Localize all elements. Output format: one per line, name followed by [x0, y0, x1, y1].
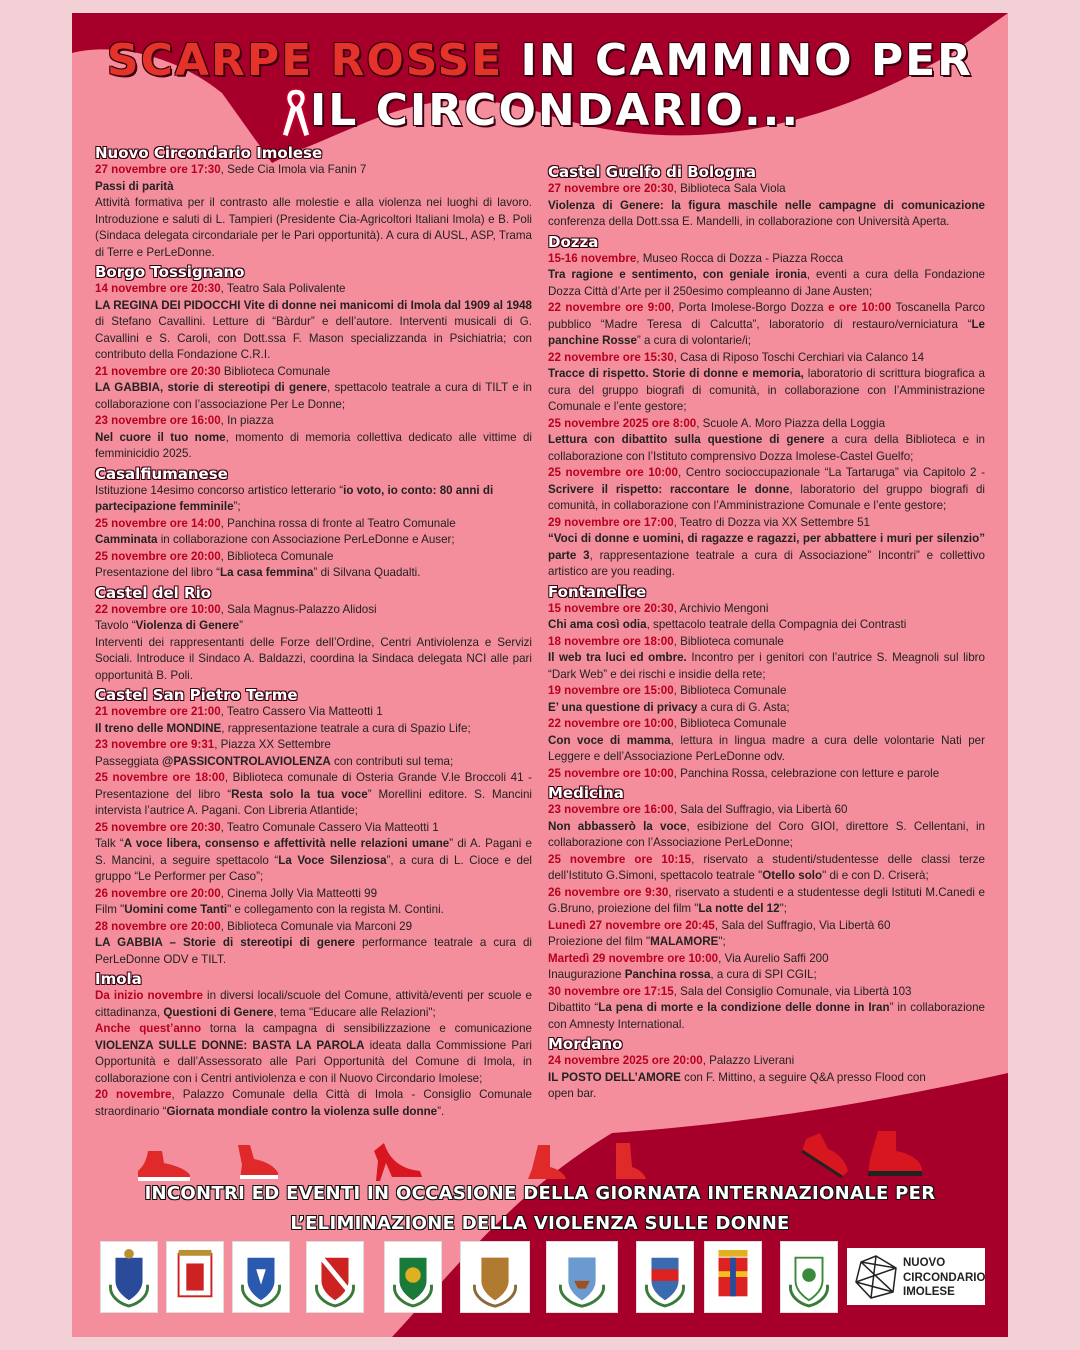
- event-date: 15-16 novembre: [548, 251, 637, 265]
- event-title: io voto, io conto: 80 anni di partecipazione femminile: [95, 483, 494, 513]
- event-text: Tavolo “: [95, 619, 136, 632]
- coat-of-arms-icon: [704, 1241, 762, 1313]
- event-title: @PASSICONTROLAVIOLENZA: [162, 754, 331, 768]
- event-text: , momento di memoria collettiva dedicato alle vittime di femminicidio 2025.: [95, 430, 532, 460]
- event-place: , Piazza XX Settembre: [214, 738, 331, 751]
- section-mordano: [548, 1035, 985, 1103]
- section-heading: Casalfiumanese: [95, 464, 228, 483]
- event-place: , Panchina Rossa, celebrazione con letture e parole: [673, 766, 940, 780]
- event-place: , Centro socioccupazionale “La Tartaruga” via Capitolo 2 -: [677, 466, 985, 479]
- event-place: , Sala del Suffragio, Via Libertà 60: [714, 918, 891, 932]
- event-date: 18 novembre ore 18:00: [548, 634, 674, 648]
- section-heading: Medicina: [548, 784, 624, 802]
- event-date: 22 novembre ore 10:00: [548, 717, 674, 730]
- event-text: Presentazione del libro “: [95, 566, 221, 579]
- event-text: Talk “: [95, 837, 124, 850]
- event-title: IL POSTO DELL’AMORE: [548, 1070, 681, 1084]
- event-text: , esibizione del Coro GIOI, direttore S. Cellentani, in collaborazione con l’Associazione PerLeDonne;: [548, 819, 985, 849]
- event-date: Da inizio novembre: [95, 989, 203, 1002]
- event-text: " di e con D. Criserà;: [822, 869, 929, 882]
- event-date: 30 novembre ore 17:15: [548, 984, 674, 998]
- event-text: ideata dalla Commissione Pari Opportunità e dall’Assessorato alle Pari Opportunità del Comune di Imola, in collaborazione con i Centri antiviolenza e con il Nuovo Circondario Imolese;: [95, 1038, 532, 1085]
- event-place: Biblioteca Comunale: [220, 364, 331, 378]
- event-date: 25 novembre 2025 ore 8:00: [548, 416, 697, 430]
- event-text: " e collegamento con la regista M. Contini.: [227, 903, 444, 916]
- event-text: Interventi dei rappresentanti delle Forze dell’Ordine, Centri Antiviolenza e Servizi Sociali. Introduce il Sindaco A. Baldazzi, coordina la Sindaca delegata NCI alle pari opportunità B. Poli.: [95, 635, 532, 682]
- left-column: [95, 144, 532, 1122]
- logo-text: [903, 1256, 985, 1300]
- section-fontanelice: [548, 583, 985, 783]
- event-date: 25 novembre ore 10:15: [548, 852, 692, 866]
- event-date: 25 novembre ore 10:00: [548, 466, 678, 479]
- event-title: Nel cuore il tuo nome: [95, 430, 226, 444]
- section-heading: Fontanelice: [548, 582, 647, 601]
- event-text: performance teatrale a cura di PerLeDonne ODV e TILT.: [95, 936, 532, 966]
- event-title: MALAMORE: [650, 935, 719, 948]
- event-date: 25 novembre ore 20:00: [95, 549, 221, 563]
- event-date: 22 novembre ore 10:00: [95, 602, 221, 616]
- event-place: , Biblioteca Comunale: [220, 549, 334, 563]
- event-text: con contributi sul tema;: [330, 754, 454, 768]
- event-text: ”.: [437, 1104, 445, 1118]
- section-heading: Castel Guelfo di Bologna: [548, 163, 756, 181]
- red-boot-icon: [612, 1141, 648, 1183]
- event-title: Uomini come Tanti: [124, 903, 228, 916]
- main-title-line-1: [72, 35, 1008, 86]
- event-place: , Palazzo Liverani: [702, 1054, 795, 1067]
- section-heading: Imola: [95, 970, 142, 988]
- section-heading: Nuovo Circondario Imolese: [95, 144, 323, 162]
- event-date: 25 novembre ore 18:00: [95, 771, 225, 784]
- event-text: a cura della Biblioteca e in collaborazione con l’Istituto comprensivo Dozza Imolese-Castel Guelfo;: [548, 433, 985, 463]
- event-place: , Biblioteca Comunale: [673, 684, 787, 697]
- event-date: Anche quest’anno: [95, 1022, 202, 1035]
- right-column: [548, 163, 985, 1105]
- event-date: 23 novembre ore 16:00: [548, 803, 674, 816]
- nuovo-circondario-imolese-logo: [847, 1248, 985, 1305]
- event-date: Martedì 29 novembre ore 10:00: [548, 951, 719, 965]
- coat-of-arms-icon: [232, 1241, 290, 1313]
- title-rest: IN CAMMINO PER: [503, 35, 974, 86]
- event-title: LA GABBIA – Storie di stereotipi di genere: [95, 936, 355, 949]
- event-title: Non abbasserò la voce: [548, 819, 687, 833]
- event-date: 24 novembre 2025 ore 20:00: [548, 1054, 703, 1067]
- section-borgo-tossignano: [95, 263, 532, 463]
- event-place: , Biblioteca comunale di Osteria Grande V.le Broccoli 41 - Presentazione del libro “: [95, 771, 533, 801]
- event-date: 20 novembre: [95, 1088, 172, 1101]
- event-title: La Voce Silenziosa: [278, 853, 387, 867]
- event-date: 21 novembre ore 20:30: [95, 364, 221, 378]
- section-nuovo-circondario: [95, 144, 532, 261]
- coat-of-arms-icon: [460, 1241, 530, 1313]
- event-place: , Teatro di Dozza via XX Settembre 51: [673, 515, 871, 529]
- event-text: , a cura di SPI CGIL;: [710, 968, 817, 981]
- section-heading: Castel del Rio: [95, 583, 212, 602]
- event-title: La notte del 12: [698, 902, 780, 915]
- event-text: , spettacolo teatrale della Compagnia dei Contrasti: [646, 618, 907, 631]
- event-text: Passeggiata: [95, 754, 163, 768]
- high-heel-icon: [370, 1141, 426, 1183]
- event-title: Il web tra luci ed ombre.: [548, 651, 687, 664]
- event-text: Inaugurazione: [548, 968, 625, 981]
- event-title: Tracce di rispetto. Storie di donne e memoria,: [548, 367, 804, 380]
- event-text: , Palazzo Comunale della Città di Imola - Consiglio Comunale straordinario “: [95, 1088, 532, 1118]
- event-text: , rappresentazione teatrale a cura di Associazione” Incontri” e collettivo artistico are you reading.: [548, 548, 985, 578]
- event-date: 28 novembre ore 20:00: [95, 919, 221, 933]
- section-imola: [95, 970, 532, 1120]
- event-text: ";: [779, 902, 787, 915]
- event-date: 26 novembre ore 9:30: [548, 885, 669, 899]
- event-title: Violenza di Genere: [135, 619, 240, 632]
- coat-of-arms-icon: [166, 1241, 224, 1313]
- event-place: , Teatro Cassero Via Matteotti 1: [220, 705, 383, 718]
- event-text: , laboratorio del gruppo biografi di comunità, in collaborazione con l’Amministrazione Comunale e l’ente gestore;: [548, 482, 985, 512]
- event-date: 14 novembre ore 20:30: [95, 282, 221, 295]
- event-title: “Voci di donne e uomini, di ragazze e ragazzi, per abbattere i muri per silenzio” parte 3: [548, 532, 985, 562]
- event-text: laboratorio di scrittura biografica a cura del gruppo biografi di comunità, in collaborazione con l’Amministrazione Comunale e l’ente gestore;: [548, 367, 985, 413]
- event-text: ” in collaborazione con Amnesty International.: [548, 1001, 985, 1031]
- event-text: , spettacolo teatrale a cura di TILT e in collaborazione con l’associazione Per Le Donne;: [95, 381, 533, 411]
- coat-of-arms-icon: [780, 1241, 838, 1313]
- event-title: Panchina rossa: [624, 968, 711, 981]
- event-place: , Sala del Suffragio, via Libertà 60: [673, 803, 848, 816]
- coat-of-arms-icon: [306, 1241, 364, 1313]
- event-date: 29 novembre ore 17:00: [548, 515, 674, 529]
- section-heading: Castel San Pietro Terme: [95, 686, 298, 704]
- event-text: ” di Silvana Quadalti.: [313, 566, 421, 579]
- sneaker-icon: [798, 1131, 852, 1179]
- event-date: 27 novembre ore 17:30: [95, 163, 221, 176]
- event-title: Con voce di mamma: [548, 733, 671, 747]
- coat-of-arms-icon: [384, 1241, 442, 1313]
- main-title-line-2: IL CIRCONDARIO...: [309, 85, 801, 136]
- event-date: 22 novembre ore 15:30: [548, 350, 674, 364]
- section-heading: Dozza: [548, 232, 599, 251]
- event-title: Camminata: [95, 533, 158, 546]
- event-place: , Teatro Sala Polivalente: [220, 282, 346, 295]
- event-place: , riservato a studenti/studentesse delle classi terze dell’Istituto G.Simoni, spettacolo teatrale ": [548, 852, 985, 882]
- event-title: La casa femmina: [220, 566, 314, 579]
- event-title: Lettura con dibattito sulla questione di genere: [548, 433, 825, 446]
- event-text: Dibattito “: [548, 1001, 599, 1014]
- section-castel-san-pietro: [95, 686, 532, 968]
- event-text: ”, a cura di L. Cioce e del gruppo “Le Performer per Caso”;: [95, 853, 532, 883]
- event-text: di Stefano Cavallini. Letture di “Bàrdur” e dell’autore. Interventi musicali di G. Cavallini e S. Caroli, con Dott.ssa F. Mason specializzanda in Psichiatria; con contributo della Fondazione C.R.I.: [95, 315, 532, 361]
- event-date: 25 novembre ore 20:30: [95, 820, 221, 834]
- event-place: , Teatro Comunale Cassero Via Matteotti 1: [220, 820, 439, 834]
- event-place: , Via Aurelio Saffi 200: [718, 951, 829, 965]
- event-date: 19 novembre ore 15:00: [548, 684, 674, 697]
- event-date: 26 novembre ore 20:00: [95, 886, 221, 900]
- event-title: La pena di morte e la condizione delle donne in Iran: [598, 1001, 890, 1014]
- tagline-line-2: L’ELIMINAZIONE DELLA VIOLENZA SULLE DONNE: [290, 1213, 790, 1234]
- event-text: ”;: [233, 500, 241, 513]
- event-date: e ore 10:00: [828, 301, 892, 314]
- poster: [72, 13, 1008, 1337]
- event-date: 22 novembre ore 9:00: [548, 301, 671, 314]
- event-text: ”: [239, 619, 244, 632]
- event-date: 25 novembre ore 14:00: [95, 516, 221, 530]
- event-place: , Cinema Jolly Via Matteotti 99: [220, 886, 378, 900]
- event-title: Violenza di Genere: la figura maschile nelle campagne di comunicazione: [548, 198, 985, 212]
- event-title: LA GABBIA, storie di stereotipi di genere: [95, 381, 328, 394]
- sneaker-icon: [232, 1143, 282, 1181]
- section-heading: Borgo Tossignano: [95, 263, 245, 281]
- coat-of-arms-icon: [100, 1241, 158, 1313]
- event-title: Resta solo la tua voce: [231, 787, 368, 801]
- event-place: , Casa di Riposo Toschi Cerchiari via Calanco 14: [673, 350, 925, 364]
- event-text: , eventi a cura della Fondazione Dozza Città d’Arte per il 250esimo compleanno di Jane Austen;: [548, 268, 985, 298]
- event-place: , Museo Rocca di Dozza - Piazza Rocca: [636, 251, 844, 265]
- event-text: ” di A. Pagani e S. Mancini, a seguire spettacolo “: [95, 837, 532, 867]
- event-text: Attività formativa per il contrasto alle molestie e alla violenza nei luoghi di lavoro. Introduzione e saluti di L. Tampieri (Presidente Cia-Agricoltori Italiani Imola) e B. Poli (Sindaca delegata circondariale per le Pari opportunità). A cura di AUSL, ASP, Trama di Terre e PerLeDonne.: [95, 196, 532, 259]
- event-text: torna la campagna di sensibilizzazione e comunicazione: [201, 1022, 532, 1035]
- event-place: Toscanella Parco pubblico “Madre Teresa di Calcutta”, laboratorio di restauro/verniciatura “: [548, 301, 985, 331]
- event-title: E’ una questione di privacy: [548, 700, 698, 714]
- event-place: , Biblioteca Comunale: [673, 717, 787, 730]
- section-casalfiumanese: [95, 465, 532, 582]
- event-title: VIOLENZA SULLE DONNE: BASTA LA PAROLA: [95, 1038, 365, 1052]
- coat-of-arms-icon: [636, 1241, 694, 1313]
- event-text: ” Morellini editore. S. Mancini intervista l’autrice A. Pagani. Con Libreria Atlantide;: [95, 787, 532, 817]
- event-text: Film ": [95, 903, 125, 916]
- event-date: 23 novembre ore 16:00: [95, 414, 221, 427]
- event-text: , tema "Educare alle Relazioni";: [273, 1005, 436, 1019]
- event-place: , riservato a studenti e a studentesse degli Istituti M.Canedi e G.Bruno, proiezione del film ": [548, 885, 986, 915]
- section-dozza: [548, 233, 985, 581]
- event-text: con F. Mittino, a seguire Q&A presso Flood con open bar.: [548, 1070, 926, 1100]
- logo-line: IMOLESE: [903, 1286, 955, 1298]
- event-place: , Sede Cia Imola via Fanin 7: [220, 163, 367, 176]
- logo-line: NUOVO: [903, 1257, 946, 1269]
- event-text: ";: [718, 935, 726, 948]
- event-text: Istituzione 14esimo concorso artistico letterario “: [95, 483, 344, 497]
- section-heading: Mordano: [548, 1035, 623, 1053]
- event-text: in diversi locali/scuole del Comune, attività/eventi per scuole e cittadinanza,: [95, 989, 533, 1019]
- event-place: , Porta Imolese-Borgo Dozza: [670, 301, 829, 314]
- event-title: Il treno delle MONDINE: [95, 721, 222, 735]
- event-date: 25 novembre ore 10:00: [548, 766, 674, 780]
- event-text: a cura di G. Asta;: [697, 700, 790, 714]
- event-title: Questioni di Genere: [163, 1005, 274, 1019]
- event-title: Otello solo: [762, 869, 823, 882]
- event-place: , Scuole A. Moro Piazza della Loggia: [696, 416, 886, 430]
- tagline-line-1: INCONTRI ED EVENTI IN OCCASIONE DELLA GIORNATA INTERNAZIONALE PER: [144, 1183, 936, 1204]
- event-text: Incontro per i genitori con l’autrice S. Meagnoli sul libro “Dark Web” e dei rischi e insidie della rete;: [548, 651, 985, 681]
- event-title: LA REGINA DEI PIDOCCHI Vite di donne nei manicomi di Imola dal 1909 al 1948: [95, 298, 532, 312]
- event-text: , rappresentazione teatrale a cura di Spazio Life;: [221, 721, 471, 735]
- event-place: , Panchina rossa di fronte al Teatro Comunale: [220, 516, 456, 530]
- event-title: Chi ama così odia: [548, 618, 647, 631]
- polyhedron-logo-icon: [853, 1254, 899, 1300]
- event-place: , Archivio Mengoni: [673, 601, 769, 615]
- section-castel-del-rio: [95, 584, 532, 685]
- title-highlight: SCARPE ROSSE: [106, 35, 504, 86]
- sneaker-icon: [134, 1149, 194, 1183]
- logo-line: CIRCONDARIO: [903, 1271, 986, 1284]
- event-place: , In piazza: [220, 414, 274, 427]
- sneaker-icon: [862, 1129, 926, 1181]
- event-text: conferenza della Dott.ssa E. Mandelli, in collaborazione con Università Aperta.: [548, 215, 950, 228]
- event-text: in collaborazione con Associazione PerLeDonne e Auser;: [157, 533, 455, 546]
- event-title: Giornata mondiale contro la violenza sulle donne: [166, 1104, 438, 1118]
- event-date: 27 novembre ore 20:30: [548, 182, 674, 195]
- event-date: 21 novembre ore 21:00: [95, 705, 221, 718]
- section-castel-guelfo: [548, 163, 985, 231]
- event-place: , Sala Magnus-Palazzo Alidosi: [220, 602, 377, 616]
- event-date: 15 novembre ore 20:30: [548, 601, 674, 615]
- event-title: Passi di parità: [95, 179, 174, 193]
- event-text: ” a cura di volontarie/i;: [636, 334, 751, 347]
- event-title: Le panchine Rosse: [548, 317, 985, 347]
- event-date: 23 novembre ore 9:31: [95, 738, 215, 751]
- section-medicina: [548, 784, 985, 1033]
- event-place: , Sala del Consiglio Comunale, via Libertà 103: [673, 984, 912, 998]
- event-place: , Biblioteca Sala Viola: [673, 182, 786, 195]
- event-text: Proiezione del film ": [548, 935, 651, 948]
- red-boot-icon: [518, 1143, 568, 1183]
- event-place: , Biblioteca comunale: [673, 634, 784, 648]
- coat-of-arms-icon: [546, 1241, 618, 1313]
- event-date: Lunedì 27 novembre ore 20:45: [548, 918, 715, 932]
- event-title: Tra ragione e sentimento, con geniale ironia: [548, 268, 807, 281]
- event-place: , Biblioteca Comunale via Marconi 29: [220, 919, 413, 933]
- event-text: , lettura in lingua madre a cura delle volontarie Nati per Leggere e dell’Associazione PerLeDonne odv.: [548, 733, 985, 763]
- event-title: Scrivere il rispetto: raccontare le donne: [548, 482, 790, 496]
- event-title: A voce libera, consenso e affettività nelle relazioni umane: [123, 837, 450, 850]
